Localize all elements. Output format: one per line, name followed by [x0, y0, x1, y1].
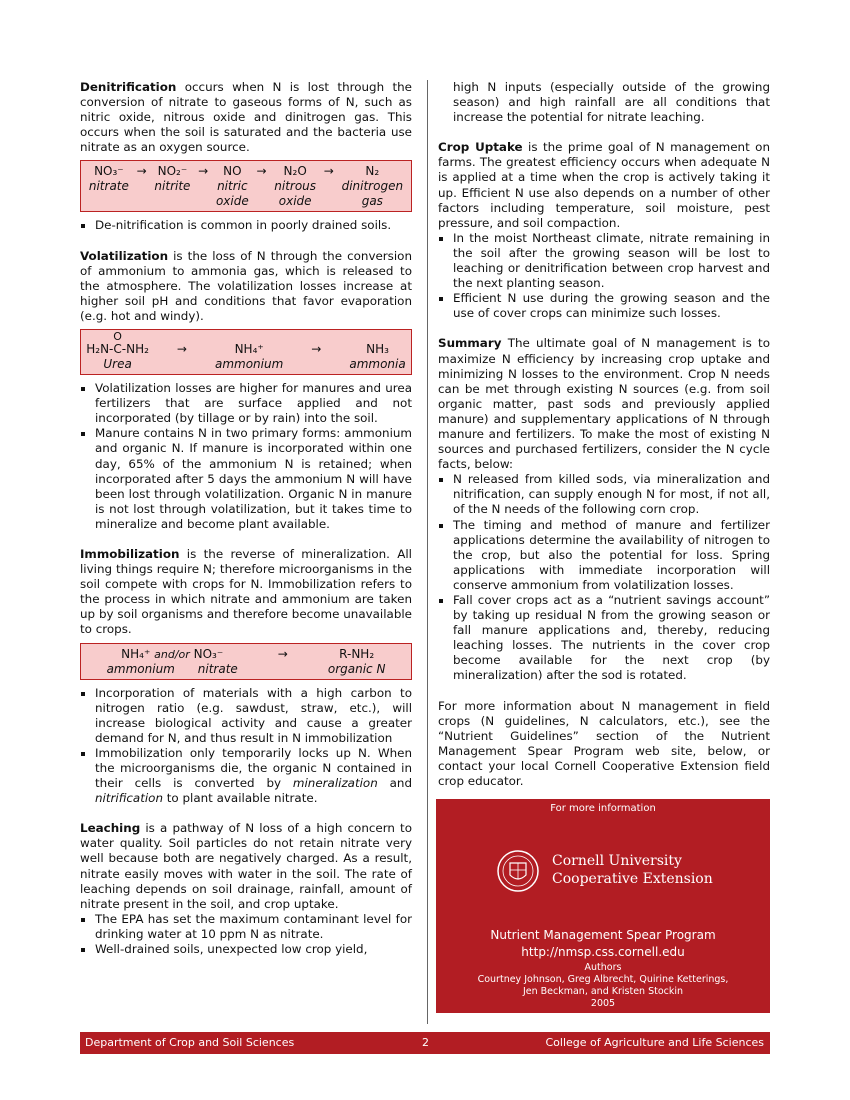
authors-list: Courtney Johnson, Greg Albrecht, Quirine Ketterings, Jen Beckman, and Kristen Stockin 2005: [477, 974, 729, 1009]
footer-department: Department of Crop and Soil Sciences: [85, 1036, 295, 1049]
cornell-seal-icon: [496, 849, 540, 893]
immobilization-equation-box: NH₄⁺ and/or NO₃⁻ ammonium nitrate → R-NH₂ organic N: [80, 643, 412, 680]
list-item: N released from killed sods, via mineralization and nitrification, can supply enough N for most, if not all, of the N needs of the following corn crop.: [438, 472, 770, 517]
leaching-paragraph: Leaching is a pathway of N loss of a high concern to water quality. Soil particles do not retain nitrate very well because both are negatively charged. As a result, nitrate easily moves with water in the soil. The rate of leaching depends on soil drainage, rainfall, amount of nitrate present in the soil, and crop uptake.: [80, 821, 412, 911]
info-box: [436, 799, 770, 1013]
crop-uptake-bullets: [438, 231, 770, 322]
denitrification-bullets: [80, 218, 412, 233]
list-item: In the moist Northeast climate, nitrate remaining in the soil after the growing season will be lost to leaching or denitrification between crop harvest and the next planting season.: [438, 231, 770, 291]
arrow-icon: →: [256, 164, 267, 179]
list-item: Efficient N use during the growing season and the use of cover crops can minimize such losses.: [438, 291, 770, 321]
right-column: [438, 80, 770, 789]
list-item: De-nitrification is common in poorly drained soils.: [80, 218, 412, 233]
list-item: Manure contains N in two primary forms: ammonium and organic N. If manure is incorporated within one day, 65% of the ammonium N is retained; when incorporated after 5 days the ammonium N will have been lost through volatilization. Organic N in manure is not lost through volatilization, but it takes time to mineralize and become plant available.: [80, 426, 412, 532]
list-item: Well-drained soils, unexpected low crop yield,: [80, 942, 412, 957]
denitrification-paragraph: Denitrification occurs when N is lost through the conversion of nitrate to gaseous forms of N, such as nitric oxide, nitrous oxide and dinitrogen gas. This occurs when the soil is saturated and the bacteria use nitrate as an oxygen source.: [80, 80, 412, 155]
arrow-icon: →: [136, 164, 147, 179]
arrow-icon: →: [277, 646, 288, 661]
column-divider: [427, 80, 428, 1024]
list-item: Fall cover crops act as a “nutrient savings account” by taking up residual N from the growing season or fall manure applications and, thereby, reducing leaching losses. The nutrients in the cover crop become available for the next crop (by mineralization) after the sod is rotated.: [438, 593, 770, 684]
more-info-paragraph: For more information about N management in field crops (N guidelines, N calculators, etc.), see the “Nutrient Guidelines” section of the Nutrient Management Spear Program web site, below, or contact your local Cornell Cooperative Extension field crop educator.: [438, 698, 770, 789]
list-item: high N inputs (especially outside of the growing season) and high rainfall are all conditions that increase the potential for nitrate leaching.: [453, 80, 770, 125]
leaching-bullet-continued: [438, 80, 770, 125]
page-footer: [80, 1032, 770, 1054]
arrow-icon: →: [176, 342, 187, 357]
page-number: 2: [422, 1036, 429, 1049]
left-column: [80, 80, 412, 957]
list-item: Incorporation of materials with a high carbon to nitrogen ratio (e.g. sawdust, straw, etc.), will increase biological activity and cause a greater demand for N, and thus result in N immobilization: [80, 686, 412, 746]
footer-college: College of Agriculture and Life Sciences: [545, 1036, 764, 1049]
list-item: Immobilization only temporarily locks up N. When the microorganisms die, the organic N contained in their cells is converted by mineralization and nitrification to plant available nitrate.: [80, 746, 412, 806]
authors-heading: Authors: [584, 962, 622, 973]
program-name: Nutrient Management Spear Program: [490, 928, 716, 942]
immobilization-bullets: [80, 686, 412, 807]
denitrification-equation-box: NO₃⁻ nitrate → NO₂⁻ nitrite → NO nitric oxide → N₂O nitrous oxide → N₂ dinitrogen gas: [80, 160, 412, 212]
leaching-bullets: [80, 912, 412, 957]
info-box-heading: For more information: [550, 803, 656, 814]
arrow-icon: →: [198, 164, 209, 179]
summary-bullets: [438, 472, 770, 683]
list-item: Volatilization losses are higher for manures and urea fertilizers that are surface applied and not incorporated (by tillage or by rain) into the soil.: [80, 381, 412, 426]
volatilization-equation-box: O H₂N-C-NH₂ Urea → NH₄⁺ ammonium → NH₃ ammonia: [80, 329, 412, 375]
list-item: The timing and method of manure and fertilizer applications determine the availability of nitrogen to the crop, but also the potential for loss. Spring applications with immediate incorporation will conserve ammonium from volatilization losses.: [438, 518, 770, 593]
arrow-icon: →: [311, 342, 322, 357]
volatilization-bullets: [80, 381, 412, 532]
summary-paragraph: Summary The ultimate goal of N management is to maximize N efficiency by increasing crop uptake and minimizing N losses to the environment. Crop N needs can be met through existing N sources (e.g. from soil organic matter, past sods and previously applied manure) and supplementary applications of N through manure and fertilizers. To make the most of existing N sources and purchased fertilizers, consider the N cycle facts, below:: [438, 336, 770, 472]
volatilization-paragraph: Volatilization is the loss of N through the conversion of ammonium to ammonia gas, which is released to the atmosphere. The volatilization losses increase at higher soil pH and conditions that favor evaporation (e.g. hot and windy).: [80, 248, 412, 323]
crop-uptake-paragraph: Crop Uptake is the prime goal of N management on farms. The greatest efficiency occurs when adequate N is applied at a time when the crop is actively taking it up. Efficient N use also depends on a number of other factors including temperature, soil moisture, pest pressure, and soil compaction.: [438, 140, 770, 230]
immobilization-paragraph: Immobilization is the reverse of mineralization. All living things require N; therefore microorganisms in the soil compete with crops for N. Immobilization refers to the process in which nitrate and ammonium are taken up by soil organisms and therefore become unavailable to crops.: [80, 546, 412, 637]
arrow-icon: →: [323, 164, 334, 179]
list-item: The EPA has set the maximum contaminant level for drinking water at 10 ppm N as nitrate.: [80, 912, 412, 942]
cornell-logo: Cornell University Cooperative Extension: [496, 849, 716, 897]
program-url[interactable]: http://nmsp.css.cornell.edu: [521, 945, 685, 959]
